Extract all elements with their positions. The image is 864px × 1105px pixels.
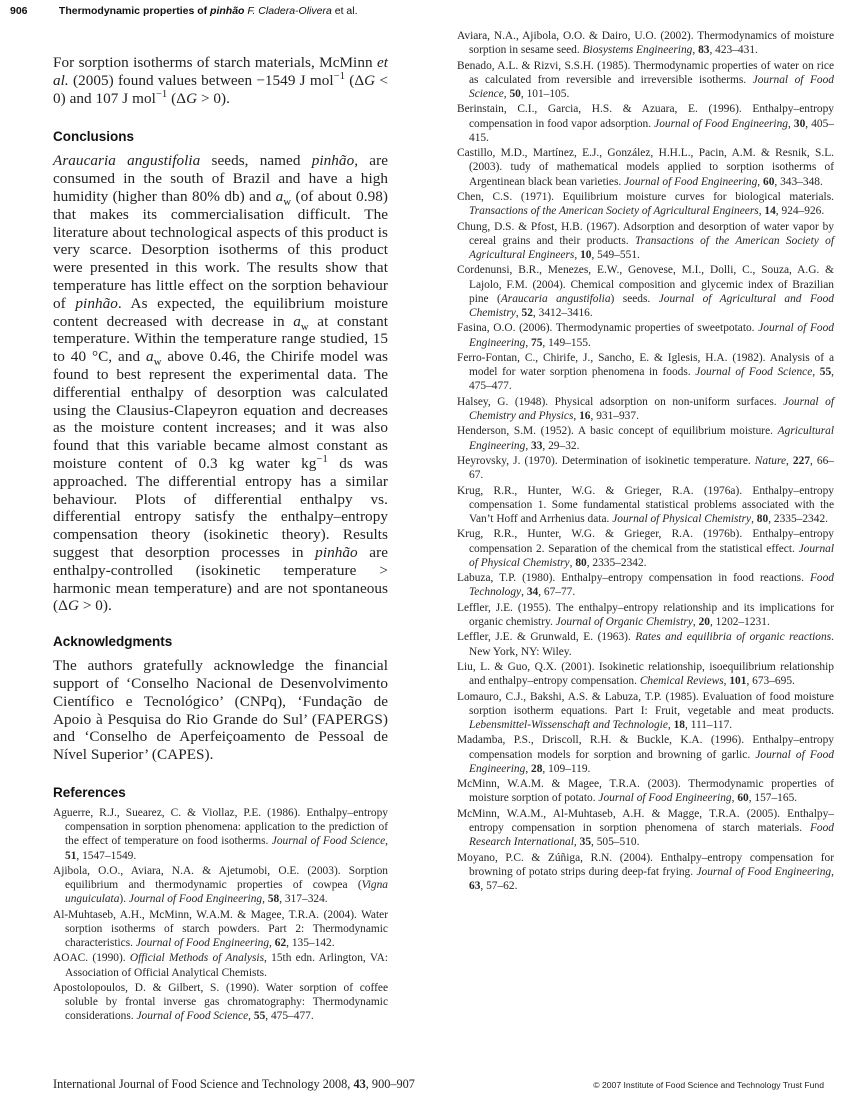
reference-entry: Halsey, G. (1948). Physical adsorption on non-uniform surfaces. Journal of Chemistry and Physics, 16, 931–937.	[457, 395, 834, 422]
reference-entry: Heyrovsky, J. (1970). Determination of isokinetic temperature. Nature, 227, 66–67.	[457, 454, 835, 482]
reference-entry: Fasina, O.O. (2006). Thermodynamic properties of sweetpotato. Journal of Food Engineering, 75, 149–155.	[457, 322, 834, 349]
reference-entry: AOAC. (1990). Official Methods of Analysis, 15th edn. Arlington, VA: Association of Official Analytical Chemists.	[53, 952, 388, 979]
reference-entry: Krug, R.R., Hunter, W.G. & Grieger, R.A. (1976b). Enthalpy–entropy compensation 2. Separation of the chemical from the statistical effect. Journal of Physical Chemistry, 80, 2335–2342.	[457, 528, 834, 569]
conclusions-paragraph: Araucaria angustifolia seeds, named pinhão, are consumed in the south of Brazil and have a high humidity (higher than 80% db) and $a_w$ (of about 0.98) that makes its commercialisation difficult. The literature about technological aspects of this product is very scarce. Desorption isotherms of this product were presented in this work. The results show that temperature has little effect on the sorption behaviour of pinhão. As expected, the equilibrium moisture content decreased with decrease in $a_w$ at constant temperature. Within the temperature range studied, 15 to 40 °C, and $a_w$ above 0.46, the Chirife model was found to best represent the experimental data. The differential enthalpy of desorption was calculated using the Clausius-Clapeyron equation and decreases as the moisture content increases; and it was also found that this variable became almost constant as moisture content of 0.3 kg water $kg^{-1}$ ds was approached. The differential entropy has a similar behaviour. Plots of differential enthalpy vs. differential entropy satisfy the enthalpy–entropy compensation theory (isokinetic theory). Results suggest that desorption processes in pinhão are enthalpy-controlled (isokinetic temperature > harmonic mean temperature) and are not spontaneous (ΔG > 0).	[53, 152, 388, 615]
references-list-left	[53, 806, 388, 1024]
reference-entry: Leffler, J.E. & Grunwald, E. (1963). Rates and equilibria of organic reactions. New York, NY: Wiley.	[457, 631, 834, 658]
references-list-right	[457, 29, 834, 893]
conclusions-heading: Conclusions	[53, 129, 135, 145]
reference-entry: Madamba, P.S., Driscoll, R.H. & Buckle, K.A. (1996). Enthalpy–entropy compensation models for sorption and browning of garlic. Journal of Food Engineering, 28, 109–119.	[457, 734, 834, 775]
right-column	[457, 30, 835, 894]
reference-entry: Aviara, N.A., Ajibola, O.O. & Dairo, U.O. (2002). Thermodynamics of moisture sorption in sesame seed. Biosystems Engineering, 83, 423–431.	[457, 30, 834, 57]
reference-entry: Ferro-Fontan, C., Chirife, J., Sancho, E. & Iglesis, H.A. (1982). Analysis of a model for water sorption phenomena in foods. Journal of Food Science, 55, 475–477.	[457, 351, 835, 393]
intro-paragraph: For sorption isotherms of starch materials, McMinn et al. (2005) found values between −1549 J mol$^{-1}$ (ΔG < 0) and 107 J mol$^{-1}$ (ΔG > 0).	[53, 54, 388, 107]
reference-entry: McMinn, W.A.M. & Magee, T.R.A. (2003). Thermodynamic properties of moisture sorption of potato. Journal of Food Engineering, 60, 157–165.	[457, 778, 834, 805]
reference-entry: Berinstain, C.I., Garcia, H.S. & Azuara, E. (1996). Enthalpy–entropy compensation in food vapor adsorption. Journal of Food Engineering, 30, 405–415.	[457, 103, 834, 144]
acknowledgments-heading: Acknowledgments	[53, 634, 173, 650]
running-authors: F. Cladera-Olivera	[244, 5, 332, 17]
reference-entry: Benado, A.L. & Rizvi, S.S.H. (1985). Thermodynamic properties of water on rice as calculated from reversible and irreversible isotherms. Journal of Food Science, 50, 101–105.	[457, 59, 834, 100]
reference-entry: Al-Muhtaseb, A.H., McMinn, W.A.M. & Magee, T.R.A. (2004). Water sorption isotherms of starch powders. Part 2: Thermodynamic characteristics. Journal of Food Engineering, 62, 135–142.	[53, 908, 388, 950]
running-title-italic: pinhão	[210, 5, 245, 17]
reference-entry: Chung, D.S. & Pfost, H.B. (1967). Adsorption and desorption of water vapor by cereal grains and their products. Transactions of the American Society of Agricultural Engineers, 10, 549–551.	[457, 220, 834, 261]
reference-entry: Krug, R.R., Hunter, W.G. & Grieger, R.A. (1976a). Enthalpy–entropy compensation 1. Some fundamental statistical problems associated with the Van’t Hoff and Arrhenius data. Journal of Physical Chemistry, 80, 2335–2342.	[457, 484, 834, 525]
reference-entry: Cordenunsi, B.R., Menezes, E.W., Genovese, M.I., Dolli, C., Souza, A.G. & Lajolo, F.M. (2004). Chemical composition and glycemic index of Brazilian pine (Araucaria angustifolia) seeds. Journal of Agricultural and Food Chemistry, 52, 3412–3416.	[457, 264, 834, 319]
reference-entry: Henderson, S.M. (1952). A basic concept of equilibrium moisture. Agricultural Engineering, 33, 29–32.	[457, 425, 834, 452]
page-number: 906	[10, 5, 28, 17]
running-header	[10, 5, 358, 17]
reference-entry: Lomauro, C.J., Bakshi, A.S. & Labuza, T.P. (1985). Evaluation of food moisture sorption isotherm equations. Part I: Fruit, vegetable and meat products. Lebensmittel-Wissenschaft and Technologie, 18, 111–117.	[457, 690, 834, 731]
references-heading: References	[53, 784, 126, 800]
left-column	[53, 40, 388, 1025]
acknowledgments-paragraph: The authors gratefully acknowledge the financial support of ‘Conselho Nacional de Desenvolvimento Científico e Tecnológico’ (CNPq), ‘Fundação de Apoio à Pesquisa do Rio Grande do Sul’ (FAPERGS) and ‘Conselho de Aperfeiçoamento de Pessoal de Nível Superior’ (CAPES).	[53, 657, 388, 764]
running-etal: et al.	[331, 5, 358, 17]
reference-entry: Apostolopoulos, D. & Gilbert, S. (1990). Water sorption of coffee soluble by frontal inverse gas chromatography: Thermodynamic considerations. Journal of Food Science, 55, 475–477.	[53, 982, 388, 1023]
reference-entry: Labuza, T.P. (1980). Enthalpy–entropy compensation in food reactions. Food Technology, 34, 67–77.	[457, 572, 834, 599]
reference-entry: McMinn, W.A.M., Al-Muhtaseb, A.H. & Magge, T.R.A. (2005). Enthalpy–entropy compensation in sorption phenomena of starch materials. Food Research International, 35, 505–510.	[457, 807, 834, 849]
reference-entry: Aguerre, R.J., Suearez, C. & Viollaz, P.E. (1986). Enthalpy–entropy compensation in sorption phenomena: application to the prediction of the effect of temperature on food isotherms. Journal of Food Science, 51, 1547–1549.	[53, 806, 388, 862]
reference-entry: Moyano, P.C. & Zúñiga, R.N. (2004). Enthalpy–entropy compensation for browning of potato strips during deep-fat frying. Journal of Food Engineering, 63, 57–62.	[457, 851, 834, 892]
running-title: Thermodynamic properties of	[58, 5, 211, 17]
footer-copyright: © 2007 Institute of Food Science and Technology Trust Fund	[593, 1080, 824, 1090]
reference-entry: Ajibola, O.O., Aviara, N.A. & Ajetumobi, O.E. (2003). Sorption equilibrium and thermodynamic properties of cowpea (Vigna unguiculata). Journal of Food Engineering, 58, 317–324.	[53, 864, 388, 906]
reference-entry: Liu, L. & Guo, Q.X. (2001). Isokinetic relationship, isoequilibrium relationship and enthalpy–entropy compensation. Chemical Reviews, 101, 673–695.	[457, 660, 834, 688]
reference-entry: Castillo, M.D., Martínez, E.J., González, H.H.L., Pacin, A.M. & Resnik, S.L. (2003). tudy of mathematical models applied to sorption isotherms of Argentinean black bean varieties. Journal of Food Engineering, 60, 343–348.	[457, 147, 834, 188]
reference-entry: Chen, C.S. (1971). Equilibrium moisture curves for biological materials. Transactions of the American Society of Agricultural Engineers, 14, 924–926.	[457, 190, 834, 218]
reference-entry: Leffler, J.E. (1955). The enthalpy–entropy relationship and its implications for organic chemistry. Journal of Organic Chemistry, 20, 1202–1231.	[457, 601, 834, 628]
footer-journal-citation: International Journal of Food Science and Technology 2008, 43, 900–907	[53, 1077, 415, 1091]
